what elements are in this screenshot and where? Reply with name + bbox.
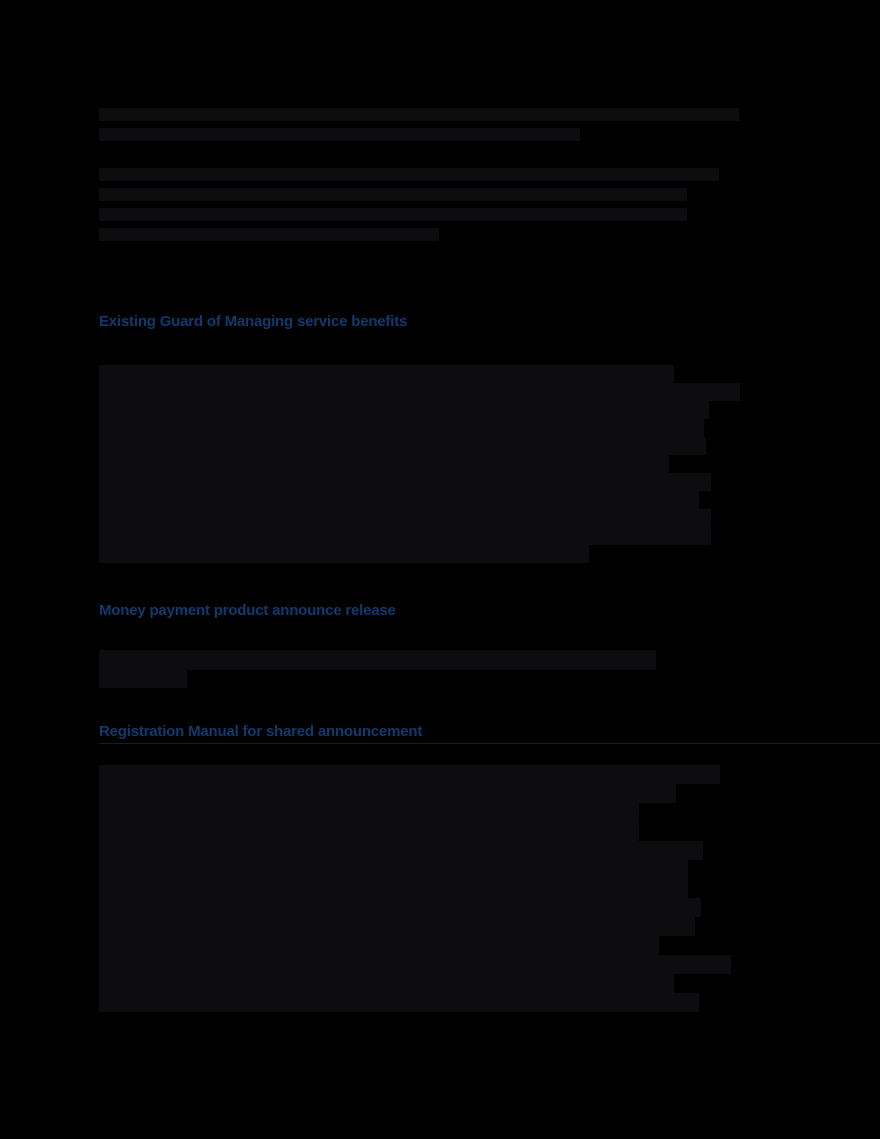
text-line xyxy=(99,168,719,181)
redacted-row xyxy=(99,841,703,860)
redacted-row xyxy=(99,993,699,1012)
redacted-row xyxy=(99,917,695,936)
redacted-row xyxy=(99,974,674,993)
heading-text: Registration Manual for shared announcement xyxy=(99,723,423,740)
redacted-row xyxy=(99,401,709,419)
paragraph-1 xyxy=(99,108,799,148)
section-heading-2 xyxy=(99,602,799,619)
redacted-row xyxy=(99,803,639,822)
redacted-row xyxy=(99,527,711,545)
section-heading-1 xyxy=(99,313,799,330)
redacted-block-1 xyxy=(99,365,799,563)
redacted-row xyxy=(99,898,701,917)
redacted-row xyxy=(99,383,740,401)
redacted-row xyxy=(99,670,187,688)
redacted-row xyxy=(99,473,711,491)
redacted-row xyxy=(99,437,706,455)
text-line xyxy=(99,108,739,121)
redacted-row xyxy=(99,955,731,974)
heading-text: Existing Guard of Managing service benefits xyxy=(99,313,408,330)
text-line xyxy=(99,228,439,241)
redacted-row xyxy=(99,491,699,509)
redacted-row xyxy=(99,822,639,841)
redacted-row xyxy=(99,455,669,473)
redacted-row xyxy=(99,860,688,879)
redacted-block-2 xyxy=(99,650,799,688)
heading-text: Money payment product announce release xyxy=(99,602,396,619)
text-line xyxy=(99,188,687,201)
heading-underline xyxy=(99,743,880,744)
paragraph-2 xyxy=(99,168,799,248)
redacted-row xyxy=(99,765,720,784)
redacted-row xyxy=(99,879,688,898)
redacted-row xyxy=(99,650,656,670)
section-heading-3 xyxy=(99,723,880,744)
redacted-row xyxy=(99,936,659,955)
text-line xyxy=(99,128,580,141)
redacted-row xyxy=(99,419,704,437)
redacted-block-3 xyxy=(99,765,799,1012)
redacted-row xyxy=(99,509,711,527)
redacted-row xyxy=(99,545,589,563)
redacted-row xyxy=(99,365,674,383)
redacted-row xyxy=(99,784,676,803)
text-line xyxy=(99,208,687,221)
